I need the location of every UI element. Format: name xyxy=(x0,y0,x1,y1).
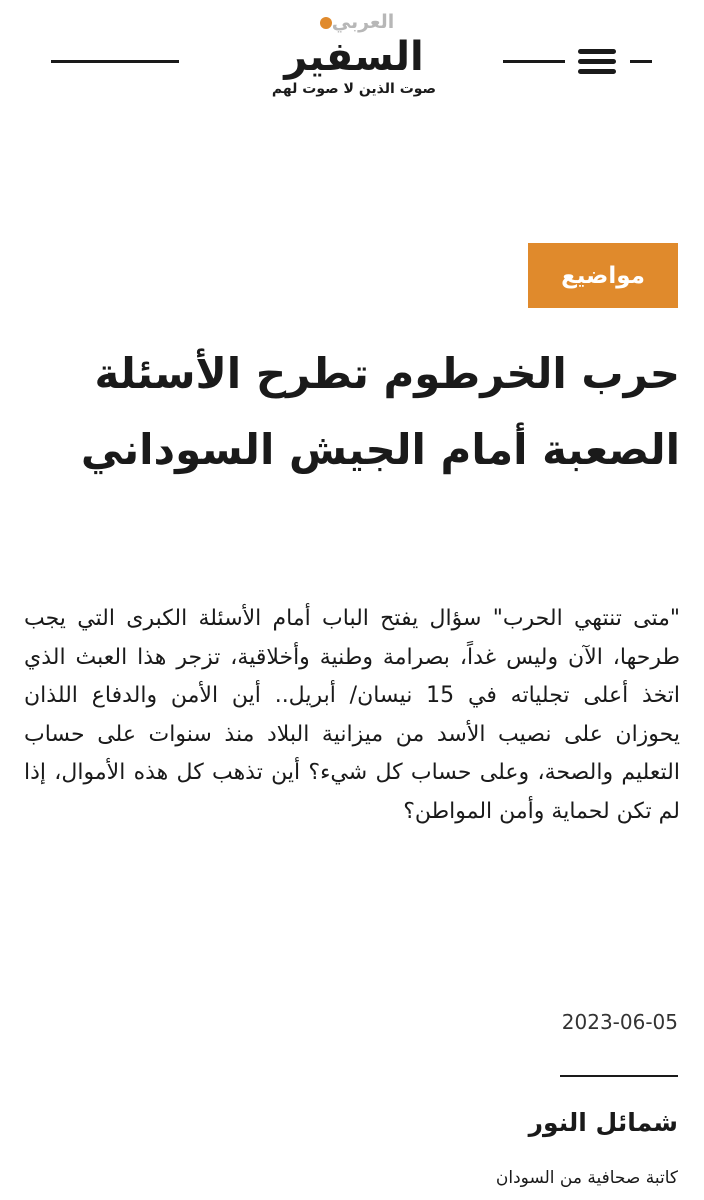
author-separator xyxy=(560,1075,678,1077)
hamburger-menu-icon[interactable] xyxy=(575,45,619,79)
author-bio: كاتبة صحافية من السودان xyxy=(495,1168,678,1188)
header-rule-left xyxy=(51,60,179,63)
author-name[interactable]: شمائل النور xyxy=(528,1108,678,1137)
header-rule-right xyxy=(503,60,565,63)
site-logo[interactable] xyxy=(246,10,462,110)
logo-tagline: صوت الذين لا صوت لهم xyxy=(271,81,437,97)
article-lead: "متى تنتهي الحرب" سؤال يفتح الباب أمام الأسئلة الكبرى التي يجب طرحها، الآن وليس غداً، بصرامة وطنية وأخلاقية، تزجر هذا العبث الذي اتخذ أعلى تجلياته في 15 نيسان/ أبريل.. أين الأمن والدفاع اللذان يحوزان على نصيب الأسد من ميزانية البلاد منذ سنوات على حساب التعليم والصحة، وعلى حساب كل شيء؟ أين تذهب كل هذه الأموال، إذا لم تكن لحماية وأمن المواطن؟ xyxy=(24,606,680,824)
header-rule-tail xyxy=(630,60,652,63)
article-title: حرب الخرطوم تطرح الأسئلة الصعبة أمام الجيش السوداني xyxy=(80,349,680,474)
category-tag[interactable]: مواضيع xyxy=(528,243,678,308)
logo-top-line: العربي xyxy=(246,10,462,34)
site-header xyxy=(0,0,704,120)
logo-wordmark: السفير xyxy=(284,34,424,80)
publish-date: 2023-06-05 xyxy=(561,1010,678,1034)
logo-dot-icon xyxy=(320,17,332,29)
